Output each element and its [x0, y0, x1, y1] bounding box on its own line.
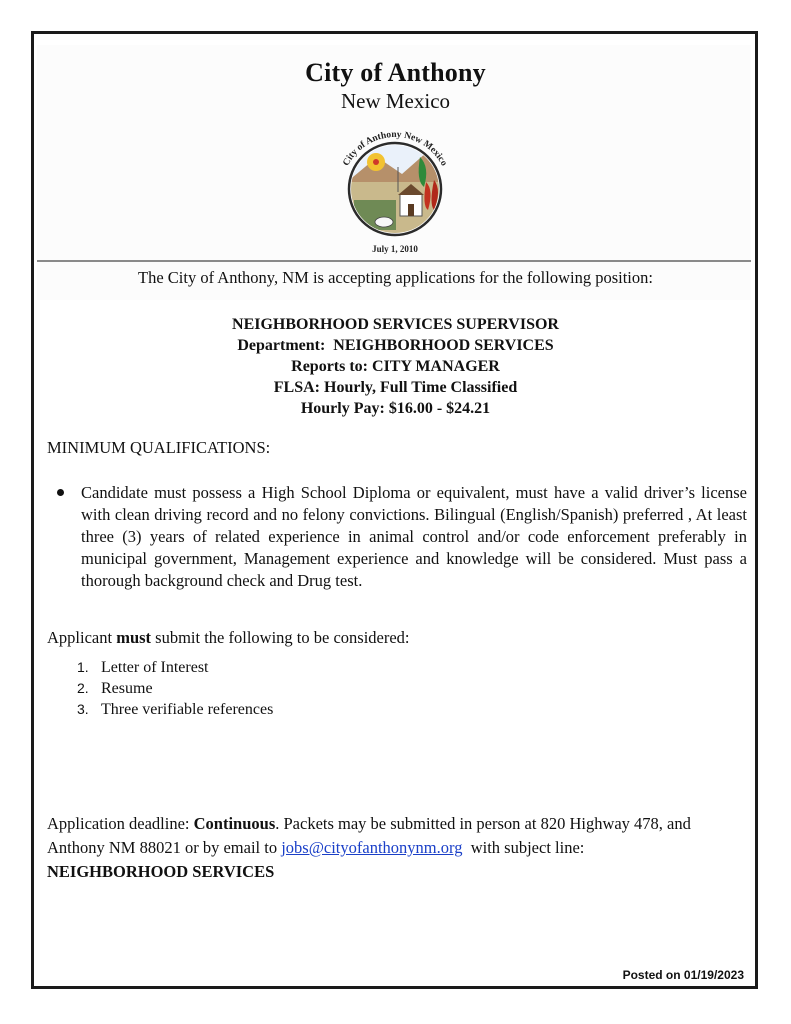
submission-suffix: submit the following to be considered:	[151, 628, 410, 647]
list-text: Three verifiable references	[101, 701, 274, 718]
qualification-text: Candidate must possess a High School Diploma or equivalent, must have a valid driver’s license with clean driving record and no felony convictions. Bilingual (English/Spanish) preferred , At least three (3) years of related experience in animal control and/or code enforcement preferably in municipal government, Management experience and knowledge will be considered. Must pass a thorough background check and Drug test.	[81, 483, 747, 590]
submission-emphasis: must	[116, 628, 152, 647]
list-text: Letter of Interest	[101, 659, 209, 676]
qualifications-list	[47, 482, 747, 592]
list-number: 3.	[77, 701, 89, 717]
city-title: City of Anthony	[305, 58, 486, 87]
submission-prefix: Applicant	[47, 628, 117, 647]
deadline-paragraph	[47, 812, 727, 884]
posted-date: Posted on 01/19/2023	[622, 968, 744, 982]
job-pay: Hourly Pay: $16.00 - $24.21	[300, 400, 491, 417]
job-header	[0, 314, 791, 419]
deadline-label: Application deadline:	[47, 814, 194, 833]
submission-list	[77, 657, 273, 720]
list-number: 1.	[77, 659, 89, 675]
state-title: New Mexico	[340, 89, 451, 113]
intro-text: The City of Anthony, NM is accepting applications for the following position:	[138, 268, 653, 287]
bullet-icon	[57, 489, 64, 496]
seal-bottom-text: July 1, 2010	[372, 244, 418, 254]
city-seal	[322, 112, 468, 258]
list-item	[77, 678, 273, 699]
job-reports-to: Reports to: CITY MANAGER	[291, 358, 500, 375]
banner-divider	[37, 260, 751, 262]
list-item	[77, 699, 273, 720]
seal-top-text: City of Anthony New Mexico	[341, 129, 449, 168]
list-text: Resume	[101, 680, 153, 697]
deadline-text: . Packets may be submitted in person at 820 Highway 478, and Anthony NM 88021 or by email to	[47, 814, 691, 857]
list-item	[77, 657, 273, 678]
deadline-subject-label: with subject line:	[462, 838, 589, 857]
job-department: Department: NEIGHBORHOOD SERVICES	[237, 337, 554, 354]
email-link[interactable]: jobs@cityofanthonynm.org	[281, 838, 463, 857]
deadline-subject: NEIGHBORHOOD SERVICES	[47, 862, 275, 881]
list-number: 2.	[77, 680, 89, 696]
job-flsa: FLSA: Hourly, Full Time Classified	[273, 379, 518, 396]
deadline-value: Continuous	[193, 814, 276, 833]
qualifications-heading: MINIMUM QUALIFICATIONS:	[47, 438, 271, 457]
list-item	[47, 482, 747, 592]
submission-intro	[47, 628, 410, 648]
job-title: NEIGHBORHOOD SERVICES SUPERVISOR	[232, 316, 559, 333]
